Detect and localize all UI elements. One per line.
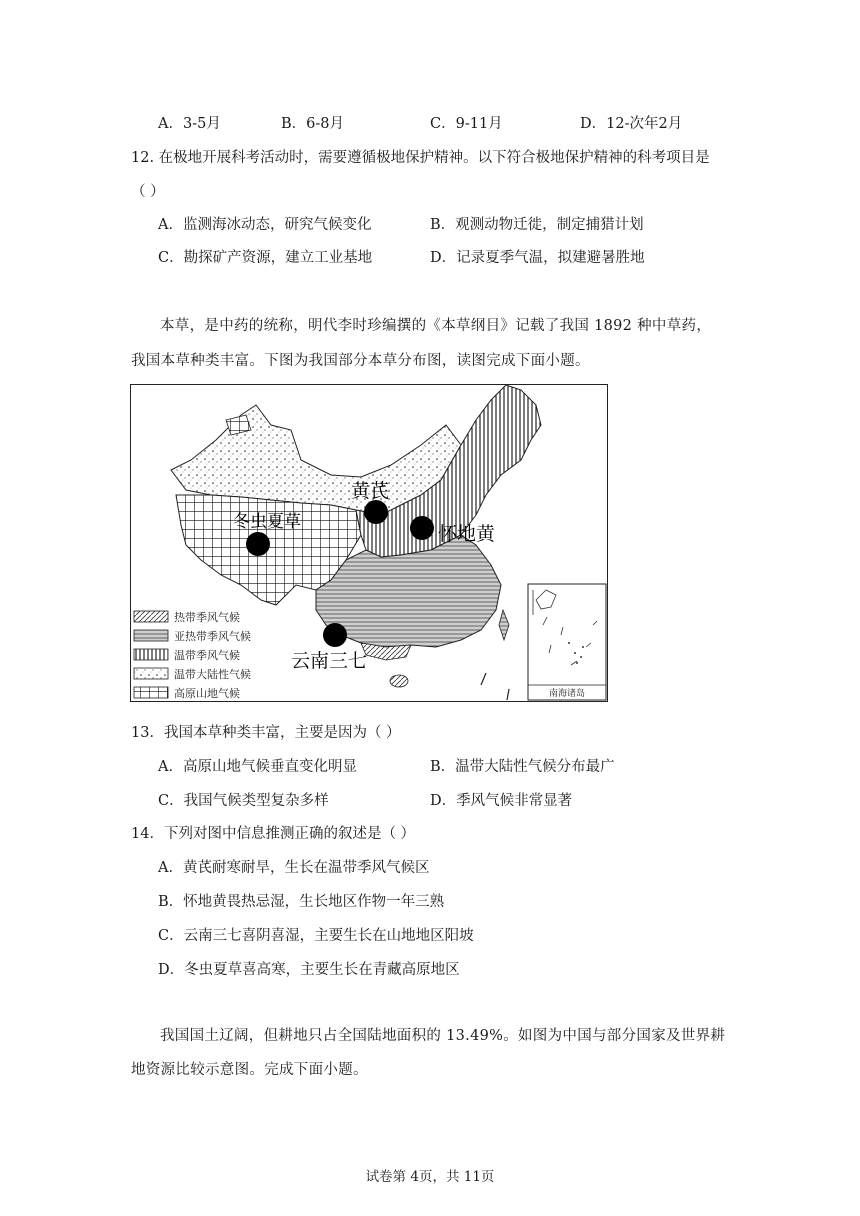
marker-dongchong xyxy=(246,532,270,556)
q13-option-d: D．季风气候非常显著 xyxy=(430,793,573,809)
legend-temperate-monsoon: 温带季风气候 xyxy=(174,649,240,662)
q12-option-d: D．记录夏季气温，拟建避暑胜地 xyxy=(430,250,645,266)
q14-option-b: B．怀地黄畏热忌湿，生长地区作物一年三熟 xyxy=(158,894,445,910)
marker-huaidihuang xyxy=(410,516,434,540)
intro1-line1: 本草，是中药的统称，明代李时珍编撰的《本草纲目》记载了我国 1892 种中草药， xyxy=(160,318,712,334)
q12-option-c: C．勘探矿产资源，建立工业基地 xyxy=(158,250,373,266)
south-sea-inset xyxy=(528,584,606,700)
q13-option-a: A．高原山地气候垂直变化明显 xyxy=(158,759,357,775)
intro1-line2: 我国本草种类丰富。下图为我国部分本草分布图，读图完成下面小题。 xyxy=(131,353,590,369)
legend-subtropical: 亚热带季风气候 xyxy=(174,630,251,643)
q12-option-b: B．观测动物迁徙，制定捕猎计划 xyxy=(430,217,644,233)
herb-distribution-map xyxy=(130,384,608,702)
legend-tropical: 热带季风气候 xyxy=(174,611,240,624)
map-legend xyxy=(134,610,251,700)
intro2-line2: 地资源比较示意图。完成下面小题。 xyxy=(131,1062,368,1078)
q11-option-d: D．12-次年2月 xyxy=(580,116,683,132)
page-footer: 试卷第 4页，共 11页 xyxy=(365,1169,495,1185)
q12-paren: （ ） xyxy=(131,184,165,200)
q13-option-b: B．温带大陆性气候分布最广 xyxy=(430,759,615,775)
label-huangqi: 黄芪 xyxy=(351,481,390,502)
inset-label: 南海诸岛 xyxy=(548,689,586,699)
intro2-line1: 我国国土辽阔，但耕地只占全国陆地面积的 13.49%。如图为中国与部分国家及世界耕 xyxy=(160,1028,726,1044)
marker-yunnansanqi xyxy=(323,623,347,647)
marker-huangqi xyxy=(364,500,388,524)
q13-stem: 13．我国本草种类丰富，主要是因为（ ） xyxy=(131,725,401,741)
q14-option-a: A．黄芪耐寒耐旱，生长在温带季风气候区 xyxy=(158,860,430,876)
q14-stem: 14．下列对图中信息推测正确的叙述是（ ） xyxy=(131,826,416,842)
label-huaidihuang: 怀地黄 xyxy=(438,524,496,545)
q11-option-a: A．3-5月 xyxy=(158,116,221,132)
q13-option-c: C．我国气候类型复杂多样 xyxy=(158,793,329,809)
q11-option-b: B．6-8月 xyxy=(281,116,345,132)
legend-highland: 高原山地气候 xyxy=(174,687,240,700)
q12-stem: 12. 在极地开展科考活动时，需要遵循极地保护精神。以下符合极地保护精神的科考项目是 xyxy=(131,150,710,166)
label-yunnansanqi: 云南三七 xyxy=(291,651,368,672)
legend-temperate-continental: 温带大陆性气候 xyxy=(174,668,251,681)
label-dongchong: 冬虫夏草 xyxy=(233,512,301,531)
q12-option-a: A．监测海冰动态，研究气候变化 xyxy=(158,217,372,233)
q14-option-d: D．冬虫夏草喜高寒，主要生长在青藏高原地区 xyxy=(158,962,460,978)
q14-option-c: C．云南三七喜阴喜湿，主要生长在山地地区阳坡 xyxy=(158,928,474,944)
q11-option-c: C．9-11月 xyxy=(430,116,503,132)
